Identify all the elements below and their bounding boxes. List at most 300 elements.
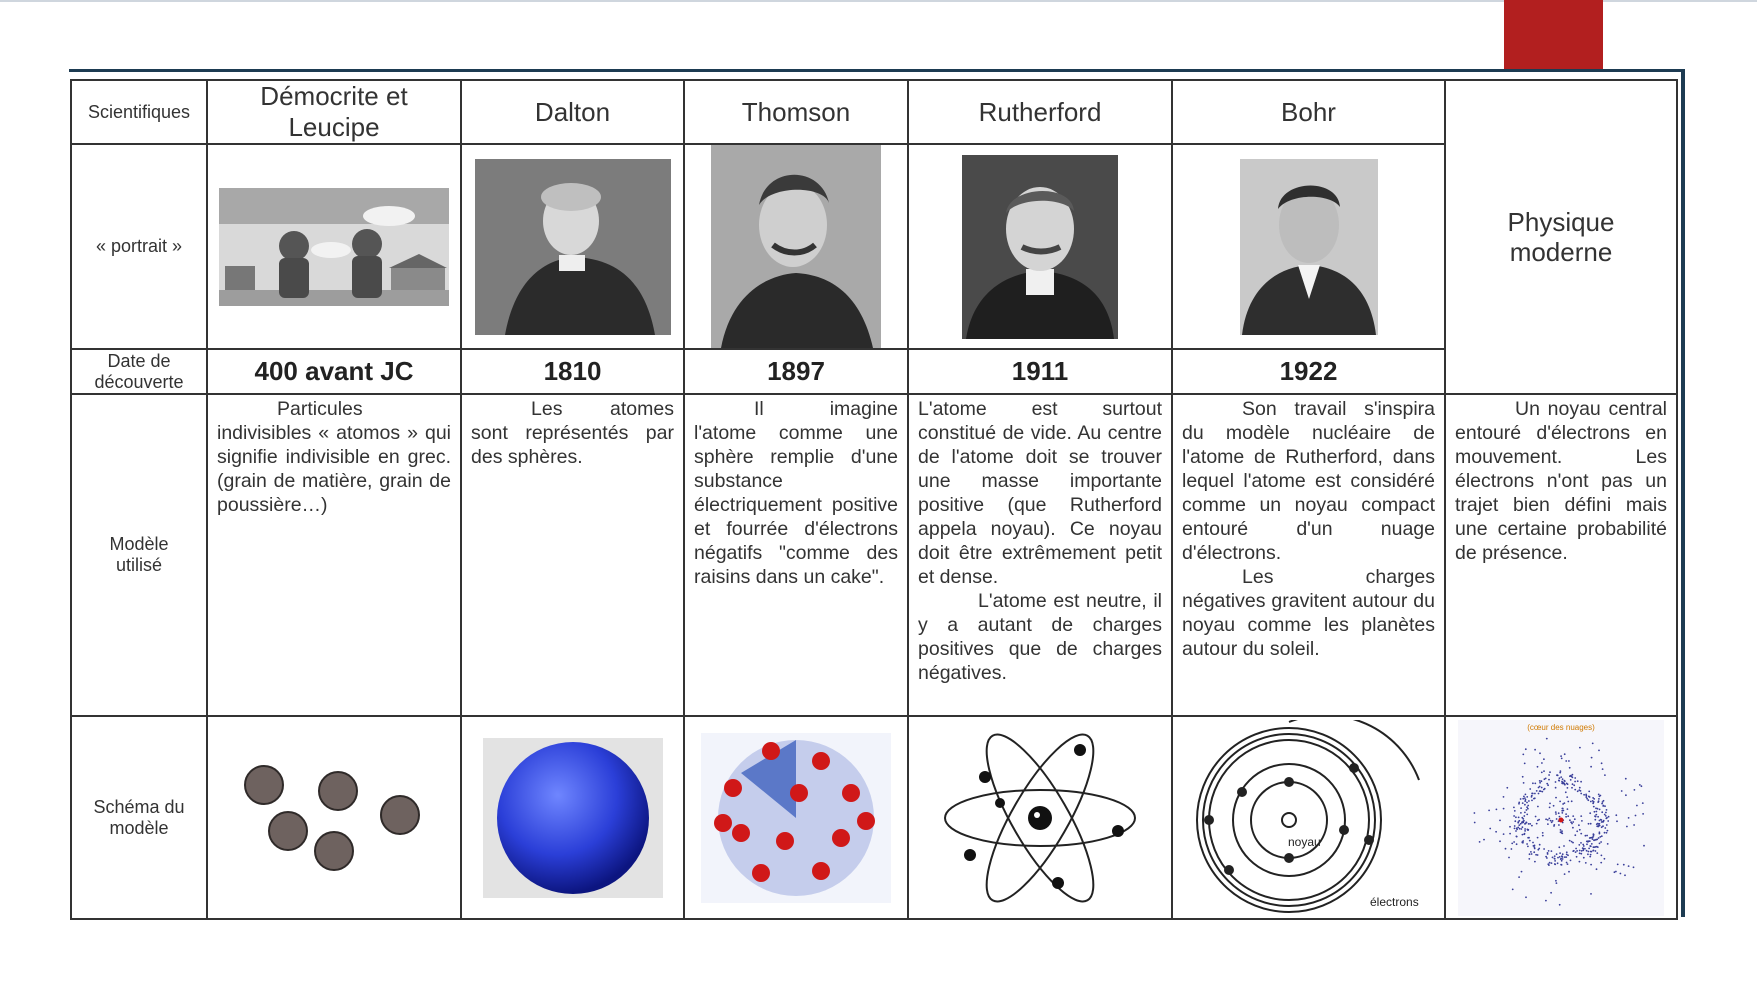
cloud-dot <box>1579 852 1581 854</box>
cloud-dot <box>1539 780 1541 782</box>
cloud-dot <box>1562 778 1564 780</box>
cloud-dot <box>1489 827 1491 829</box>
cloud-dot <box>1590 765 1592 767</box>
cloud-dot <box>1559 800 1561 802</box>
cloud-dot <box>1596 825 1598 827</box>
cloud-dot <box>1572 850 1574 852</box>
date-row <box>71 349 1677 394</box>
cloud-dot <box>1556 853 1558 855</box>
cloud-dot <box>1589 855 1591 857</box>
cloud-dot <box>1569 766 1571 768</box>
cloud-dot <box>1527 804 1529 806</box>
cloud-dot <box>1592 838 1594 840</box>
cloud-dot <box>1474 812 1476 814</box>
cloud-dot <box>1564 780 1566 782</box>
cloud-dot <box>1579 746 1581 748</box>
model-bohr <box>1172 394 1445 716</box>
model-democritus <box>207 394 461 716</box>
cloud-dot <box>1533 851 1535 853</box>
cloud-dot <box>1593 839 1595 841</box>
cloud-dot <box>1574 818 1576 820</box>
cloud-dot <box>1505 847 1507 849</box>
cloud-dot <box>1531 799 1533 801</box>
cloud-dot <box>1600 841 1602 843</box>
cloud-dot <box>1599 836 1601 838</box>
cloud-dot <box>1564 753 1566 755</box>
cloud-dot <box>1523 815 1525 817</box>
cloud-dot <box>1520 822 1522 824</box>
schema-modern <box>1445 716 1677 919</box>
cloud-dot <box>1536 822 1538 824</box>
cloud-dot <box>1605 811 1607 813</box>
cloud-dot <box>1543 848 1545 850</box>
cloud-dot <box>1508 856 1510 858</box>
cloud-dot <box>1634 789 1636 791</box>
cloud-dot <box>1514 810 1516 812</box>
cloud-dot <box>1511 842 1513 844</box>
cloud-dot <box>1604 774 1606 776</box>
model-text: Un noyau central entouré d'électrons en mouvement. Les électrons n'ont pas un trajet bien défini mais une certaine probabilité de présence. <box>1455 398 1667 564</box>
cloud-dot <box>1495 830 1497 832</box>
cloud-dot <box>1549 802 1551 804</box>
cloud-dot <box>1537 805 1539 807</box>
cloud-dot <box>1518 816 1520 818</box>
cloud-dot <box>1580 780 1582 782</box>
cloud-dot <box>1624 874 1626 876</box>
schema-rutherford <box>908 716 1172 919</box>
cloud-dot <box>1516 843 1518 845</box>
cloud-dot <box>1518 824 1520 826</box>
header-row <box>71 80 1677 144</box>
cloud-dot <box>1604 827 1606 829</box>
cloud-dot <box>1560 770 1562 772</box>
cloud-dot <box>1496 808 1498 810</box>
cloud-dot <box>1554 863 1556 865</box>
cloud-dot <box>1561 807 1563 809</box>
cloud-dot <box>1571 800 1573 802</box>
cloud-dot <box>1570 859 1572 861</box>
cloud-dot <box>1537 854 1539 856</box>
cloud-dot <box>1537 848 1539 850</box>
cloud-dot <box>1539 781 1541 783</box>
cloud-dot <box>1561 809 1563 811</box>
schema-dalton <box>461 716 684 919</box>
cloud-dot <box>1537 819 1539 821</box>
cloud-dot <box>1587 853 1589 855</box>
cloud-dot <box>1541 762 1543 764</box>
cloud-dot <box>1570 821 1572 823</box>
portrait-dalton <box>461 144 684 349</box>
date-bohr: 1922 <box>1172 349 1445 394</box>
cloud-dot <box>1521 870 1523 872</box>
cloud-dot <box>1524 823 1526 825</box>
cloud-dot <box>1601 802 1603 804</box>
cloud-dot <box>1541 790 1543 792</box>
cloud-dot <box>1572 773 1574 775</box>
cloud-dot <box>1523 819 1525 821</box>
cloud-dot <box>1558 846 1560 848</box>
cloud-dot <box>1566 796 1568 798</box>
cloud-dot <box>1585 793 1587 795</box>
cloud-dot <box>1633 824 1635 826</box>
cloud-dot <box>1534 792 1536 794</box>
cloud-dot <box>1599 842 1601 844</box>
cloud-dot <box>1567 783 1569 785</box>
schema-thomson <box>684 716 908 919</box>
cloud-dot <box>1602 805 1604 807</box>
cloud-dot <box>1524 830 1526 832</box>
portrait-row <box>71 144 1677 349</box>
cloud-dot <box>1579 849 1581 851</box>
cloud-dot <box>1591 843 1593 845</box>
schema-democritus <box>207 716 461 919</box>
atom-history-table <box>70 79 1678 920</box>
cloud-dot <box>1590 893 1592 895</box>
scientist-name-thomson: Thomson <box>684 80 908 144</box>
cloud-dot <box>1559 777 1561 779</box>
cloud-dot <box>1572 776 1574 778</box>
slide-accent-block <box>1504 0 1603 70</box>
cloud-dot <box>1531 853 1533 855</box>
cloud-dot <box>1598 837 1600 839</box>
cloud-dot <box>1602 821 1604 823</box>
cloud-dot <box>1521 828 1523 830</box>
cloud-dot <box>1506 786 1508 788</box>
cloud-dot <box>1589 845 1591 847</box>
bohr-portrait-image <box>1240 159 1378 335</box>
cloud-dot <box>1523 795 1525 797</box>
cloud-dot <box>1532 841 1534 843</box>
cloud-dot <box>1562 782 1564 784</box>
cloud-dot <box>1517 826 1519 828</box>
rutherford-orbit-diagram <box>940 733 1140 903</box>
cloud-dot <box>1643 844 1645 846</box>
cloud-dot <box>1555 781 1557 783</box>
cloud-dot <box>1542 834 1544 836</box>
cloud-dot <box>1499 840 1501 842</box>
cloud-dot <box>1570 779 1572 781</box>
cloud-dot <box>1592 797 1594 799</box>
cloud-dot <box>1615 814 1617 816</box>
cloud-dot <box>1599 832 1601 834</box>
cloud-dot <box>1564 873 1566 875</box>
cloud-dot <box>1600 861 1602 863</box>
cloud-dot <box>1580 852 1582 854</box>
cloud-dot <box>1518 819 1520 821</box>
cloud-dot <box>1559 903 1561 905</box>
cloud-dot <box>1529 839 1531 841</box>
cloud-dot <box>1555 786 1557 788</box>
dalton-portrait-image <box>475 159 671 335</box>
cloud-dot <box>1530 851 1532 853</box>
cloud-dot <box>1503 807 1505 809</box>
cloud-dot <box>1593 846 1595 848</box>
cloud-dot <box>1522 826 1524 828</box>
cloud-dot <box>1554 860 1556 862</box>
cloud-dot <box>1577 780 1579 782</box>
cloud-dot <box>1604 813 1606 815</box>
cloud-dot <box>1572 783 1574 785</box>
cloud-dot <box>1526 801 1528 803</box>
cloud-dot <box>1551 850 1553 852</box>
cloud-dot <box>1564 856 1566 858</box>
model-thomson <box>684 394 908 716</box>
cloud-dot <box>1574 780 1576 782</box>
cloud-dot <box>1527 836 1529 838</box>
cloud-dot <box>1528 823 1530 825</box>
cloud-dot <box>1522 833 1524 835</box>
cloud-dot <box>1608 815 1610 817</box>
cloud-dot <box>1474 821 1476 823</box>
cloud-dot <box>1606 824 1608 826</box>
cloud-dot <box>1522 821 1524 823</box>
cloud-dot <box>1598 749 1600 751</box>
cloud-dot <box>1599 808 1601 810</box>
cloud-dot <box>1534 797 1536 799</box>
cloud-dot <box>1516 828 1518 830</box>
cloud-dot <box>1569 775 1571 777</box>
cloud-dot <box>1521 841 1523 843</box>
portrait-bohr <box>1172 144 1445 349</box>
cloud-dot <box>1514 825 1516 827</box>
cloud-dot <box>1565 791 1567 793</box>
row-label-schema: Schéma du modèle <box>71 716 207 919</box>
schema-row <box>71 716 1677 919</box>
cloud-nucleus <box>1559 817 1564 822</box>
cloud-dot <box>1560 857 1562 859</box>
cloud-dot <box>1513 806 1515 808</box>
cloud-dot <box>1625 794 1627 796</box>
cloud-dot <box>1560 776 1562 778</box>
cloud-dot <box>1617 863 1619 865</box>
cloud-dot <box>1576 850 1578 852</box>
cloud-dot <box>1529 823 1531 825</box>
cloud-dot <box>1598 793 1600 795</box>
cloud-dot <box>1571 840 1573 842</box>
cloud-dot <box>1641 785 1643 787</box>
cloud-dot <box>1514 827 1516 829</box>
cloud-dot <box>1543 758 1545 760</box>
cloud-dot <box>1601 811 1603 813</box>
cloud-dot <box>1556 774 1558 776</box>
cloud-dot <box>1576 830 1578 832</box>
cloud-dot <box>1592 742 1594 744</box>
cloud-dot <box>1586 834 1588 836</box>
cloud-dot <box>1517 821 1519 823</box>
cloud-dot <box>1513 841 1515 843</box>
cloud-dot <box>1513 815 1515 817</box>
cloud-dot <box>1557 856 1559 858</box>
cloud-dot <box>1588 790 1590 792</box>
schema-bohr <box>1172 716 1445 919</box>
modern-physics-label: Physique moderne <box>1507 207 1615 267</box>
cloud-dot <box>1600 818 1602 820</box>
scientist-name-dalton: Dalton <box>461 80 684 144</box>
cloud-dot <box>1586 840 1588 842</box>
cloud-dot <box>1519 827 1521 829</box>
model-text: Particules indivisibles « atomos » qui signifie indivisible en grec. (grain de matière, grain de poussière…) <box>217 398 451 516</box>
cloud-dot <box>1528 800 1530 802</box>
cloud-caption: (cœur des nuages) <box>1527 722 1595 732</box>
cloud-dot <box>1603 799 1605 801</box>
cloud-dot <box>1597 815 1599 817</box>
model-text: Les atomes sont représentés par des sphères. <box>471 398 674 468</box>
cloud-dot <box>1526 809 1528 811</box>
scientist-name-democritus: Démocrite et Leucipe <box>207 80 461 144</box>
cloud-dot <box>1538 792 1540 794</box>
cloud-dot <box>1597 846 1599 848</box>
cloud-dot <box>1553 825 1555 827</box>
cloud-dot <box>1576 855 1578 857</box>
cloud-dot <box>1548 774 1550 776</box>
cloud-dot <box>1579 828 1581 830</box>
cloud-dot <box>1598 798 1600 800</box>
model-rutherford <box>908 394 1172 716</box>
cloud-dot <box>1571 786 1573 788</box>
cloud-dot <box>1583 856 1585 858</box>
cloud-dot <box>1520 798 1522 800</box>
cloud-dot <box>1554 855 1556 857</box>
dalton-sphere-diagram <box>483 738 663 898</box>
cloud-dot <box>1555 813 1557 815</box>
cloud-dot <box>1525 798 1527 800</box>
cloud-dot <box>1588 822 1590 824</box>
cloud-dot <box>1569 839 1571 841</box>
cloud-dot <box>1488 809 1490 811</box>
cloud-dot <box>1558 824 1560 826</box>
cloud-dot <box>1532 782 1534 784</box>
cloud-dot <box>1529 853 1531 855</box>
cloud-dot <box>1522 753 1524 755</box>
row-label-date: Date de découverte <box>71 349 207 394</box>
cloud-dot <box>1549 806 1551 808</box>
cloud-dot <box>1585 862 1587 864</box>
cloud-dot <box>1639 784 1641 786</box>
cloud-dot <box>1591 850 1593 852</box>
cloud-dot <box>1590 822 1592 824</box>
cloud-dot <box>1528 858 1530 860</box>
cloud-dot <box>1573 784 1575 786</box>
cloud-dot <box>1539 752 1541 754</box>
cloud-dot <box>1590 800 1592 802</box>
cloud-dot <box>1594 818 1596 820</box>
cloud-dot <box>1541 771 1543 773</box>
cloud-dot <box>1545 777 1547 779</box>
cloud-dot <box>1581 850 1583 852</box>
cloud-dot <box>1546 782 1548 784</box>
cloud-dot <box>1593 800 1595 802</box>
cloud-dot <box>1560 755 1562 757</box>
cloud-dot <box>1562 803 1564 805</box>
cloud-dot <box>1527 807 1529 809</box>
cloud-dot <box>1565 813 1567 815</box>
cloud-dot <box>1555 811 1557 813</box>
cloud-dot <box>1525 896 1527 898</box>
cloud-dot <box>1553 804 1555 806</box>
cloud-dot <box>1567 800 1569 802</box>
modern-physics-title <box>1445 80 1677 394</box>
cloud-dot <box>1545 855 1547 857</box>
cloud-dot <box>1524 803 1526 805</box>
cloud-dot <box>1560 829 1562 831</box>
cloud-dot <box>1596 810 1598 812</box>
cloud-dot <box>1568 760 1570 762</box>
cloud-dot <box>1561 757 1563 759</box>
cloud-dot <box>1503 796 1505 798</box>
date-democritus: 400 avant JC <box>207 349 461 394</box>
cloud-dot <box>1515 816 1517 818</box>
cloud-dot <box>1509 832 1511 834</box>
date-dalton: 1810 <box>461 349 684 394</box>
cloud-dot <box>1555 879 1557 881</box>
cloud-dot <box>1590 863 1592 865</box>
cloud-dot <box>1524 811 1526 813</box>
cloud-dot <box>1595 850 1597 852</box>
cloud-dot <box>1529 788 1531 790</box>
cloud-dot <box>1592 849 1594 851</box>
cloud-dot <box>1567 815 1569 817</box>
cloud-dot <box>1579 786 1581 788</box>
cloud-dot <box>1578 789 1580 791</box>
cloud-dot <box>1527 828 1529 830</box>
cloud-dot <box>1642 813 1644 815</box>
cloud-dot <box>1548 817 1550 819</box>
cloud-dot <box>1596 868 1598 870</box>
cloud-dot <box>1526 796 1528 798</box>
cloud-dot <box>1548 850 1550 852</box>
cloud-dot <box>1560 863 1562 865</box>
model-text: L'atome est neutre, il y a autant de charges positives que de charges négatives. <box>918 590 1162 684</box>
cloud-dot <box>1593 835 1595 837</box>
cloud-dot <box>1625 777 1627 779</box>
cloud-dot <box>1585 796 1587 798</box>
cloud-dot <box>1580 842 1582 844</box>
cloud-dot <box>1595 813 1597 815</box>
electrons-label: électrons <box>1369 894 1419 909</box>
cloud-dot <box>1554 857 1556 859</box>
cloud-dot <box>1580 792 1582 794</box>
model-modern <box>1445 394 1677 716</box>
cloud-dot <box>1606 809 1608 811</box>
cloud-dot <box>1633 866 1635 868</box>
cloud-dot <box>1523 782 1525 784</box>
cloud-dot <box>1577 790 1579 792</box>
cloud-dot <box>1565 815 1567 817</box>
cloud-dot <box>1566 851 1568 853</box>
rutherford-portrait-image <box>962 155 1118 339</box>
cloud-dot <box>1516 835 1518 837</box>
scientist-name-bohr: Bohr <box>1172 80 1445 144</box>
cloud-dot <box>1586 797 1588 799</box>
cloud-dot <box>1549 861 1551 863</box>
cloud-dot <box>1575 851 1577 853</box>
bohr-shell-diagram <box>1184 720 1434 916</box>
cloud-dot <box>1555 796 1557 798</box>
cloud-dot <box>1479 841 1481 843</box>
cloud-dot <box>1642 802 1644 804</box>
cloud-dot <box>1598 800 1600 802</box>
model-text: Son travail s'inspira du modèle nucléaire de l'atome de Rutherford, dans lequel l'atome est considéré comme un noyau compact entouré d'un nuage d'électrons. <box>1182 398 1435 564</box>
indivisible-particles-diagram <box>234 763 434 873</box>
cloud-dot <box>1525 793 1527 795</box>
cloud-dot <box>1574 777 1576 779</box>
cloud-dot <box>1561 830 1563 832</box>
portrait-rutherford <box>908 144 1172 349</box>
cloud-dot <box>1566 861 1568 863</box>
cloud-dot <box>1509 825 1511 827</box>
cloud-dot <box>1534 846 1536 848</box>
cloud-dot <box>1549 771 1551 773</box>
